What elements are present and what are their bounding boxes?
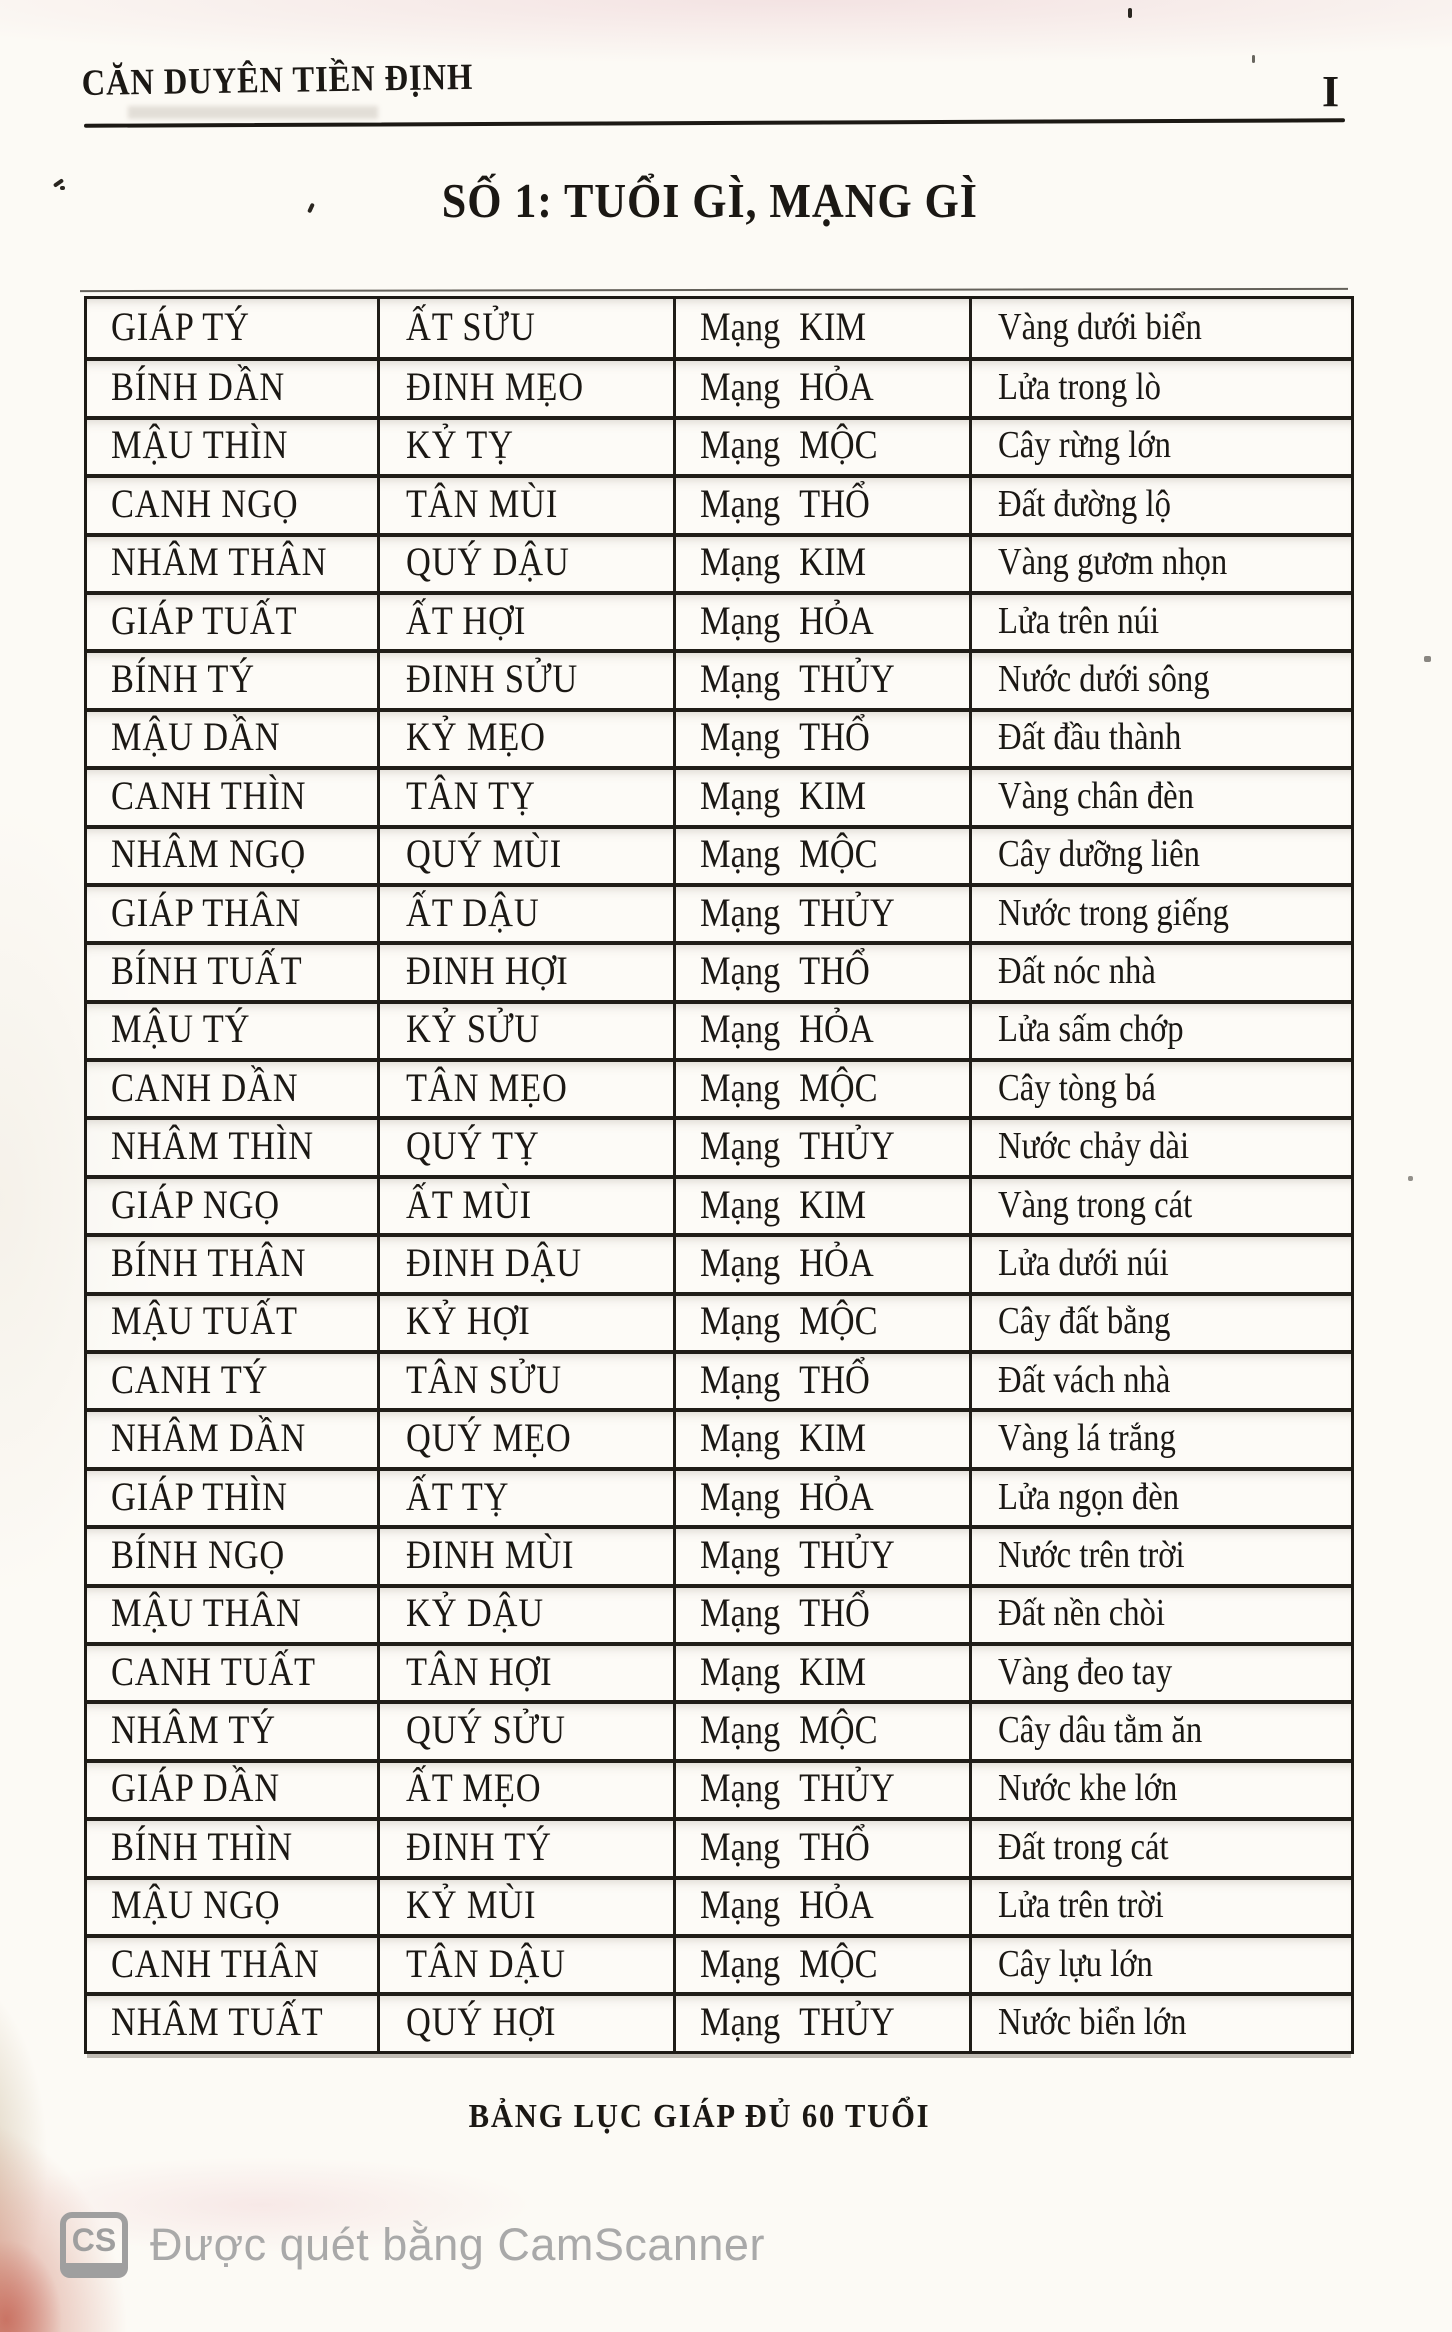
year2-cell: ĐINH SỬU (377, 653, 673, 707)
year2-cell: ĐINH DẬU (377, 1237, 673, 1291)
year2-cell: ĐINH HỢI (377, 945, 673, 999)
table-row (87, 825, 1351, 883)
desc-cell: Lửa sấm chớp (969, 1004, 1351, 1058)
year1-cell: NHÂM DẦN (111, 1415, 307, 1461)
scan-speck (1424, 656, 1431, 662)
scan-speck (1408, 1176, 1413, 1181)
scan-ghost-band (128, 106, 378, 119)
running-header-text: CĂN DUYÊN TIỀN ĐỊNH (81, 56, 474, 105)
desc-cell: Lửa trên núi (969, 595, 1351, 649)
table-row (87, 533, 1351, 591)
section-title-text: SỐ 1: TUỔI GÌ, MẠNG GÌ (441, 173, 979, 228)
year1-cell: NHÂM THÌN (111, 1123, 314, 1169)
menh-cell: Mạng THỔ (673, 945, 969, 999)
year1-cell: CANH THÂN (111, 1940, 320, 1986)
cs-icon-bar (60, 2263, 128, 2278)
desc-cell: Vàng đeo tay (969, 1646, 1351, 1700)
desc-cell: Đất trong cát (969, 1821, 1351, 1875)
scan-speck (1128, 8, 1132, 18)
menh-cell: Mạng KIM (673, 1179, 969, 1233)
desc-cell: Cây tòng bá (969, 1062, 1351, 1116)
desc-cell: Đất đầu thành (969, 712, 1351, 766)
watermark-text: Được quét bằng CamScanner (150, 2219, 765, 2270)
desc-cell: Lửa trong lò (969, 361, 1351, 415)
table-row (87, 1000, 1351, 1058)
year2-cell: TÂN SỬU (377, 1354, 673, 1408)
desc-cell: Vàng trong cát (969, 1179, 1351, 1233)
table-row (87, 299, 1351, 357)
year2-cell: TÂN HỢI (377, 1646, 673, 1700)
year1-cell: CANH TÝ (111, 1356, 269, 1402)
menh-cell: Mạng HỎA (673, 1471, 969, 1525)
table-row (87, 1350, 1351, 1408)
desc-cell: Đất đường lộ (969, 478, 1351, 532)
desc-cell: Nước biển lớn (969, 1996, 1351, 2050)
desc-cell: Cây dâu tằm ăn (969, 1704, 1351, 1758)
table-row (87, 1934, 1351, 1992)
menh-cell: Mạng THỦY (673, 1529, 969, 1583)
desc-cell: Đất vách nhà (969, 1354, 1351, 1408)
table-row (87, 1584, 1351, 1642)
desc-cell: Lửa trên trời (969, 1880, 1351, 1934)
menh-cell: Mạng THỔ (673, 1354, 969, 1408)
scan-speck (60, 186, 65, 190)
table-row (87, 474, 1351, 532)
table-row (87, 1700, 1351, 1758)
header-rule (84, 118, 1345, 128)
year1-cell: MẬU THÌN (111, 422, 289, 468)
menh-cell: Mạng THỦY (673, 653, 969, 707)
year2-cell: QUÝ DẬU (377, 537, 673, 591)
page-number: I (1322, 67, 1340, 116)
desc-cell: Vàng chân đèn (969, 770, 1351, 824)
year2-cell: KỶ HỢI (377, 1296, 673, 1350)
year1-cell: GIÁP THÌN (111, 1473, 288, 1519)
year2-cell: ẤT MÙI (377, 1179, 673, 1233)
year1-cell: BÍNH TÝ (111, 656, 255, 702)
scan-speck (1252, 55, 1255, 63)
menh-cell: Mạng THỦY (673, 1120, 969, 1174)
year2-cell: QUÝ MẸO (377, 1412, 673, 1466)
desc-cell: Cây đất bằng (969, 1296, 1351, 1350)
table-row (87, 1116, 1351, 1174)
menh-cell: Mạng KIM (673, 1646, 969, 1700)
year1-cell: NHÂM TUẤT (111, 1999, 324, 2045)
table-row (87, 1525, 1351, 1583)
desc-cell: Vàng lá trắng (969, 1412, 1351, 1466)
year1-cell: CANH TUẤT (111, 1648, 316, 1694)
year2-cell: ẤT SỬU (377, 299, 673, 357)
desc-cell: Nước dưới sông (969, 653, 1351, 707)
menh-cell: Mạng KIM (673, 299, 969, 357)
menh-cell: Mạng HỎA (673, 361, 969, 415)
menh-cell: Mạng HỎA (673, 1237, 969, 1291)
menh-cell: Mạng MỘC (673, 1704, 969, 1758)
desc-cell: Vàng gươm nhọn (969, 537, 1351, 591)
year1-cell: BÍNH DẦN (111, 364, 286, 410)
table-row (87, 941, 1351, 999)
year2-cell: QUÝ MÙI (377, 829, 673, 883)
table-caption-text: BẢNG LỤC GIÁP ĐỦ 60 TUỔI (469, 2098, 931, 2135)
menh-cell: Mạng HỎA (673, 595, 969, 649)
menh-cell: Mạng MỘC (673, 829, 969, 883)
table-row (87, 416, 1351, 474)
year2-cell: KỶ DẬU (377, 1588, 673, 1642)
menh-cell: Mạng MỘC (673, 1062, 969, 1116)
menh-cell: Mạng MỘC (673, 420, 969, 474)
camscanner-watermark (60, 2212, 765, 2278)
year1-cell: BÍNH NGỌ (111, 1531, 286, 1577)
table-row (87, 1992, 1351, 2050)
running-header (81, 55, 527, 105)
year1-cell: BÍNH THÂN (111, 1239, 307, 1285)
year2-cell: TÂN MẸO (377, 1062, 673, 1116)
year2-cell: ĐINH TÝ (377, 1821, 673, 1875)
table-row (87, 1408, 1351, 1466)
desc-cell: Nước khe lớn (969, 1763, 1351, 1817)
menh-cell: Mạng KIM (673, 770, 969, 824)
year1-cell: NHÂM NGỌ (111, 831, 307, 877)
year2-cell: TÂN TỴ (377, 770, 673, 824)
year2-cell: TÂN DẬU (377, 1938, 673, 1992)
year2-cell: ẤT HỢI (377, 595, 673, 649)
table-row (87, 1467, 1351, 1525)
year1-cell: BÍNH THÌN (111, 1823, 293, 1869)
table-row (87, 1058, 1351, 1116)
menh-cell: Mạng THỦY (673, 1996, 969, 2050)
year2-cell: TÂN MÙI (377, 478, 673, 532)
year1-cell: GIÁP TUẤT (111, 597, 298, 643)
menh-cell: Mạng MỘC (673, 1296, 969, 1350)
year1-cell: GIÁP NGỌ (111, 1181, 281, 1227)
table-caption (0, 2098, 1400, 2136)
desc-cell: Vàng dưới biển (969, 299, 1351, 357)
year2-cell: KỶ MÙI (377, 1880, 673, 1934)
camscanner-cs-icon (60, 2212, 128, 2278)
year2-cell: KỶ MẸO (377, 712, 673, 766)
table-row (87, 1233, 1351, 1291)
menh-cell: Mạng THỦY (673, 887, 969, 941)
desc-cell: Cây dưỡng liên (969, 829, 1351, 883)
desc-cell: Đất nền chòi (969, 1588, 1351, 1642)
menh-cell: Mạng THỔ (673, 1821, 969, 1875)
year1-cell: NHÂM TÝ (111, 1707, 276, 1753)
desc-cell: Cây lựu lớn (969, 1938, 1351, 1992)
year1-cell: MẬU THÂN (111, 1590, 302, 1636)
year2-cell: QUÝ HỢI (377, 1996, 673, 2050)
desc-cell: Lửa dưới núi (969, 1237, 1351, 1291)
menh-cell: Mạng THỔ (673, 1588, 969, 1642)
desc-cell: Nước trong giếng (969, 887, 1351, 941)
table-row (87, 883, 1351, 941)
menh-cell: Mạng HỎA (673, 1880, 969, 1934)
year1-cell: CANH THÌN (111, 772, 307, 818)
table-row (87, 1876, 1351, 1934)
year1-cell: MẬU TÝ (111, 1006, 251, 1052)
desc-cell: Nước chảy dài (969, 1120, 1351, 1174)
table-row (87, 1175, 1351, 1233)
year2-cell: ẤT DẬU (377, 887, 673, 941)
cs-icon-letters: CS (71, 2221, 117, 2258)
year1-cell: GIÁP THÂN (111, 889, 302, 935)
table-row (87, 1817, 1351, 1875)
year1-cell: BÍNH TUẤT (111, 947, 303, 993)
table-row (87, 591, 1351, 649)
desc-cell: Đất nóc nhà (969, 945, 1351, 999)
year2-cell: ẤT TỴ (377, 1471, 673, 1525)
menh-cell: Mạng MỘC (673, 1938, 969, 1992)
year2-cell: ẤT MẸO (377, 1763, 673, 1817)
year1-cell: NHÂM THÂN (111, 539, 328, 585)
desc-cell: Lửa ngọn đèn (969, 1471, 1351, 1525)
table-row (87, 766, 1351, 824)
year1-cell: GIÁP TÝ (111, 303, 250, 349)
menh-cell: Mạng KIM (673, 537, 969, 591)
menh-cell: Mạng THỔ (673, 712, 969, 766)
year2-cell: ĐINH MÙI (377, 1529, 673, 1583)
year1-cell: CANH DẦN (111, 1064, 299, 1110)
luc-giap-table (84, 296, 1354, 2054)
table-row (87, 1292, 1351, 1350)
table-row (87, 649, 1351, 707)
menh-cell: Mạng THỦY (673, 1763, 969, 1817)
desc-cell: Cây rừng lớn (969, 420, 1351, 474)
year2-cell: QUÝ TỴ (377, 1120, 673, 1174)
table-top-ghost-line (80, 288, 1348, 292)
desc-cell: Nước trên trời (969, 1529, 1351, 1583)
year1-cell: MẬU TUẤT (111, 1298, 298, 1344)
year1-cell: MẬU DẦN (111, 714, 281, 760)
section-title (0, 172, 1420, 229)
year1-cell: MẬU NGỌ (111, 1882, 281, 1928)
menh-cell: Mạng KIM (673, 1412, 969, 1466)
year2-cell: QUÝ SỬU (377, 1704, 673, 1758)
table-row (87, 1759, 1351, 1817)
year2-cell: KỶ TỴ (377, 420, 673, 474)
year1-cell: CANH NGỌ (111, 480, 299, 526)
menh-cell: Mạng THỔ (673, 478, 969, 532)
year2-cell: ĐINH MẸO (377, 361, 673, 415)
year2-cell: KỶ SỬU (377, 1004, 673, 1058)
menh-cell: Mạng HỎA (673, 1004, 969, 1058)
table-row (87, 357, 1351, 415)
table-row (87, 1642, 1351, 1700)
table-row (87, 708, 1351, 766)
year1-cell: GIÁP DẦN (111, 1765, 281, 1811)
